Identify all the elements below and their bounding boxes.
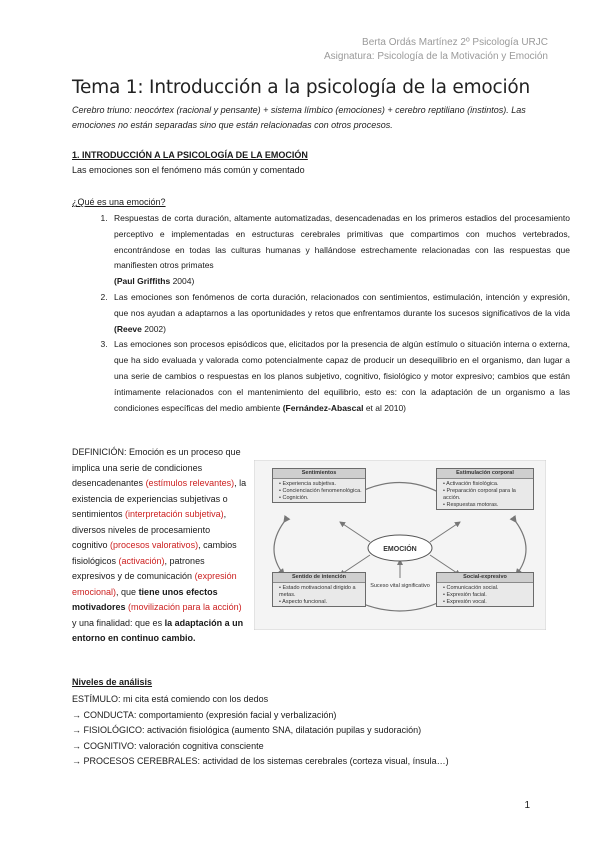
citation-year: 2004) xyxy=(170,276,195,287)
box-item: • Aspecto funcional. xyxy=(279,599,365,606)
citation-author: (Paul Griffiths xyxy=(114,276,171,287)
bold-text: la adaptación a un entorno en continuo cambio. xyxy=(72,617,244,643)
box-social xyxy=(436,572,534,607)
page-title: Tema 1: Introducción a la psicología de la emoción xyxy=(72,77,531,98)
box-sentimientos xyxy=(272,468,366,503)
definition-item: 1. Respuestas de corta duración, altamente automatizadas, desencadenadas en los primeros estadios del procesamiento perceptivo e implementadas en estructuras cerebrales primitivas que compartimos con muchos vertebrados, encontrándose en todas las culturas humanas y hallándose estrechamente relacionadas con las respuestas que manifiesten otros primates (Paul Griffiths 2004) xyxy=(110,211,570,290)
niveles-item: → PROCESOS CEREBRALES: actividad de los sistemas cerebrales (corteza visual, ínsula…) xyxy=(72,756,449,766)
box-item: • Cognición. xyxy=(279,495,365,502)
box-item: • Activación fisiológica. xyxy=(443,481,533,488)
header-author: Berta Ordás Martínez 2º Psicología URJC xyxy=(362,37,548,48)
box-item: • Preparación corporal para la acción. xyxy=(443,488,533,502)
box-list xyxy=(437,481,533,509)
box-intencion xyxy=(272,572,366,607)
box-item: • Expresión facial. xyxy=(443,592,533,599)
highlight-red: (activación) xyxy=(118,555,165,566)
section-heading: 1. INTRODUCCIÓN A LA PSICOLOGÍA DE LA EMOCIÓN xyxy=(72,150,308,160)
box-item: • Comunicación social. xyxy=(443,585,533,592)
definitions-list xyxy=(72,211,570,416)
box-title: Sentido de intención xyxy=(273,573,365,583)
highlight-red: (estímulos relevantes) xyxy=(145,478,235,488)
citation-year: et al 2010) xyxy=(363,402,406,413)
box-item: • Concienciación fenomenológica. xyxy=(279,488,365,495)
event-label: Suceso vital significativo xyxy=(370,583,430,589)
section-text: Las emociones son el fenómeno más común y comentado xyxy=(72,165,305,175)
niveles-item: → COGNITIVO: valoración cognitiva consciente xyxy=(72,740,264,751)
niveles-item: → CONDUCTA: comportamiento (expresión facial y verbalización) xyxy=(72,709,337,720)
intro-text: Cerebro triuno: neocórtex (racional y pensante) + sistema límbico (emociones) + cerebro reptiliano (instintos). Las emociones no están separadas sino que están relacionadas con otros procesos. xyxy=(72,105,526,130)
header-subject: Asignatura: Psicología de la Motivación y Emoción xyxy=(323,51,548,62)
box-estimulacion xyxy=(436,468,534,510)
box-item: • Expresión vocal. xyxy=(443,599,533,606)
citation-year: 2002) xyxy=(141,323,166,334)
definition-item: 2. Las emociones son fenómenos de corta duración, relacionados con sentimientos, estimulación, intención y expresión, que nos ayudan a adaptarnos a las oportunidades y retos que enfrentamos durante los sucesos significativos de la vida (Reeve 2002) xyxy=(110,290,570,337)
citation-author: (Reeve xyxy=(114,323,142,334)
highlight-red: (procesos valorativos) xyxy=(110,540,199,550)
box-list xyxy=(273,481,365,502)
page-number: 1 xyxy=(524,800,530,811)
box-title: Social-expresivo xyxy=(437,573,533,583)
page-header xyxy=(324,36,548,64)
question-heading: ¿Qué es una emoción? xyxy=(72,197,166,207)
box-title: Estimulación corporal xyxy=(437,469,533,479)
niveles-heading: Niveles de análisis xyxy=(72,677,153,687)
citation-author: (Fernández-Abascal xyxy=(282,402,364,413)
emotion-diagram xyxy=(254,460,546,630)
box-list xyxy=(437,585,533,606)
emotion-label: EMOCIÓN xyxy=(383,546,417,553)
box-title: Sentimientos xyxy=(273,469,365,479)
highlight-red: (movilización para la acción) xyxy=(125,602,242,612)
definition-item: 3. Las emociones son procesos episódicos que, elicitados por la presencia de algún estímulo o situación interna o externa, que ha sido evaluada y valorada como potencialmente capaz de producir un desequilibrio en el organismo, dan lugar a una serie de cambios o respuestas en los planos subjetivo, cognitivo, fisiológico y motor expresivo; cambios que están íntimamente relacionados con el mantenimiento del equilibrio, esto es: con la adaptación de un organismo a las condiciones específicas del medio ambiente (Fernández-Abascal et al 2010) xyxy=(110,337,570,416)
highlight-red: (interpretación subjetiva) xyxy=(125,509,224,519)
niveles-list xyxy=(72,692,449,770)
niveles-item: ESTÍMULO: mi cita está comiendo con los dedos xyxy=(72,694,269,704)
bold-text: tiene unos efectos motivadores xyxy=(72,586,218,612)
highlight-red: (expresión emocional) xyxy=(72,571,237,597)
definition-paragraph: DEFINICIÓN: Emoción es un proceso que implica una serie de condiciones desencadenantes (estímulos relevantes), la existencia de experiencias subjetivas o sentimientos (interpretación subjetiva), diversos niveles de procesamiento cognitivo (procesos valorativos), cambios fisiológicos (activación), patrones expresivos y de comunicación (expresión emocional), que tiene unos efectos motivadores (movilización para la acción) y una finalidad: que es la adaptación a un entorno en continuo cambio. xyxy=(72,447,247,643)
niveles-item: → FISIOLÓGICO: activación fisiológica (aumento SNA, dilatación pupilas y sudoración) xyxy=(72,725,422,735)
box-item: • Estado motivacional dirigido a metas. xyxy=(279,585,365,599)
box-list xyxy=(273,585,365,606)
box-item: • Respuestas motoras. xyxy=(443,502,533,509)
box-item: • Experiencia subjetiva. xyxy=(279,481,365,488)
